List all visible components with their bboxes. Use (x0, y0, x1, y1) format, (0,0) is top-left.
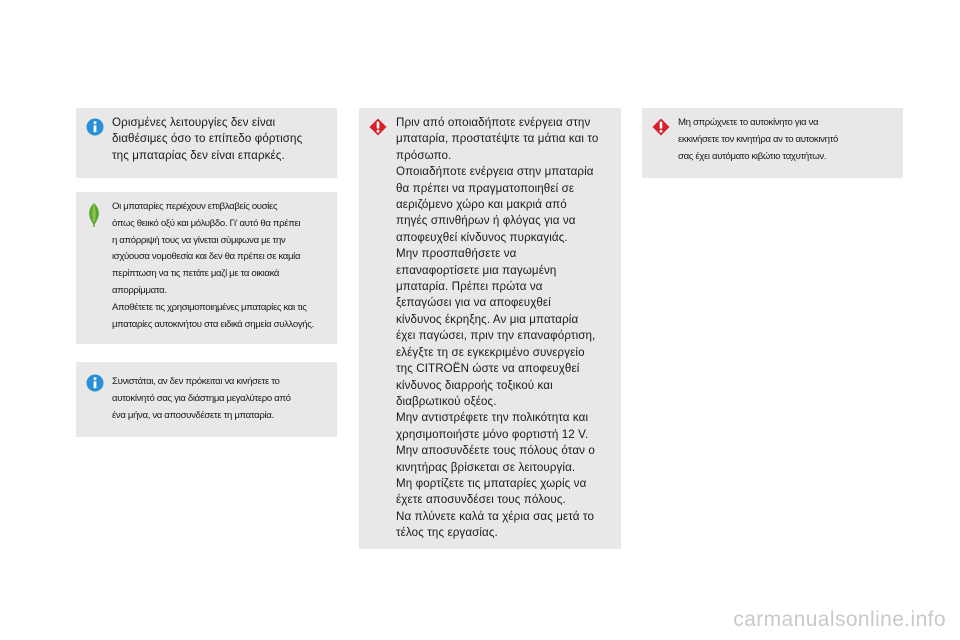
warning-note-box-1 (359, 108, 621, 549)
eco-leaf-icon (86, 202, 102, 233)
info-note-text-2: Συνιστάται, αν δεν πρόκειται να κινήσετε το αυτοκίνητό σας για διάστημα μεγαλύτερο από ένα μήνα, να αποσυνδέσετε τη μπαταρία. (112, 376, 291, 421)
warning-icon (652, 118, 670, 141)
info-icon (86, 374, 104, 397)
warning-note-text-1: Πριν από οποιαδήποτε ενέργεια στην μπαταρία, προστατέψτε τα μάτια και το πρόσωπο. Οποιαδήποτε ενέργεια στην μπαταρία θα πρέπει να πραγματοποιηθεί σε αεριζόμενο χώρο και μακριά από πηγές σπινθήρων ή φλόγας για να αποφευχθεί κίνδυνος πυρκαγιάς. Μην προσπαθήσετε να επαναφορτίσετε μια παγωμένη μπαταρία. Πρέπει πρώτα να ξεπαγώσει για να αποφευχθεί κίνδυνος έκρηξης. Αν μια μπαταρία έχει παγώσει, πριν την επαναφόρτιση, ελέγξτε τη σε εγκεκριμένο συνεργείο της CITROËN ώστε να αποφευχθεί κίνδυνος διαρροής τοξικού και διαβρωτικού οξέος. Μην αντιστρέφετε την πολικότητα και χρησιμοποιήστε μόνο φορτιστή 12 V. Μην αποσυνδέετε τους πόλους όταν ο κινητήρας βρίσκεται σε λειτουργία. Μη φορτίζετε τις μπαταρίες χωρίς να έχετε αποσυνδέσει τους πόλους. Να πλύνετε καλά τα χέρια σας μετά το τέλος της εργασίας. (396, 116, 599, 540)
info-note-box-1 (76, 108, 337, 178)
environment-note-box (76, 192, 337, 344)
watermark: carmanualsonline.info (733, 608, 946, 631)
warning-note-box-2 (642, 108, 903, 178)
warning-icon (369, 118, 387, 141)
warning-note-text-2: Μη σπρώχνετε το αυτοκίνητο για να εκκινήσετε τον κινητήρα αν το αυτοκινητό σας έχει αυτόματο κιβώτιο ταχυτήτων. (678, 117, 839, 162)
info-note-box-2 (76, 362, 337, 437)
environment-note-text: Οι μπαταρίες περιέχουν επιβλαβείς ουσίες όπως θειικό οξύ και μόλυβδο. Γι' αυτό θα πρέπει η απόρριψή τους να γίνεται σύμφωνα με την ισχύουσα νομοθεσία και δεν θα πρέπει σε καμία περίπτωση να τις πετάτε μαζί με τα οικιακά απορρίμματα. Αποθέτετε τις χρησιμοποιημένες μπαταρίες και τις μπαταρίες αυτοκινήτου στα ειδικά σημεία συλλογής. (112, 201, 314, 330)
info-note-text-1: Ορισμένες λειτουργίες δεν είναι διαθέσιμες όσο το επίπεδο φόρτισης της μπαταρίας δεν είναι επαρκές. (112, 116, 303, 162)
info-icon (86, 118, 104, 141)
